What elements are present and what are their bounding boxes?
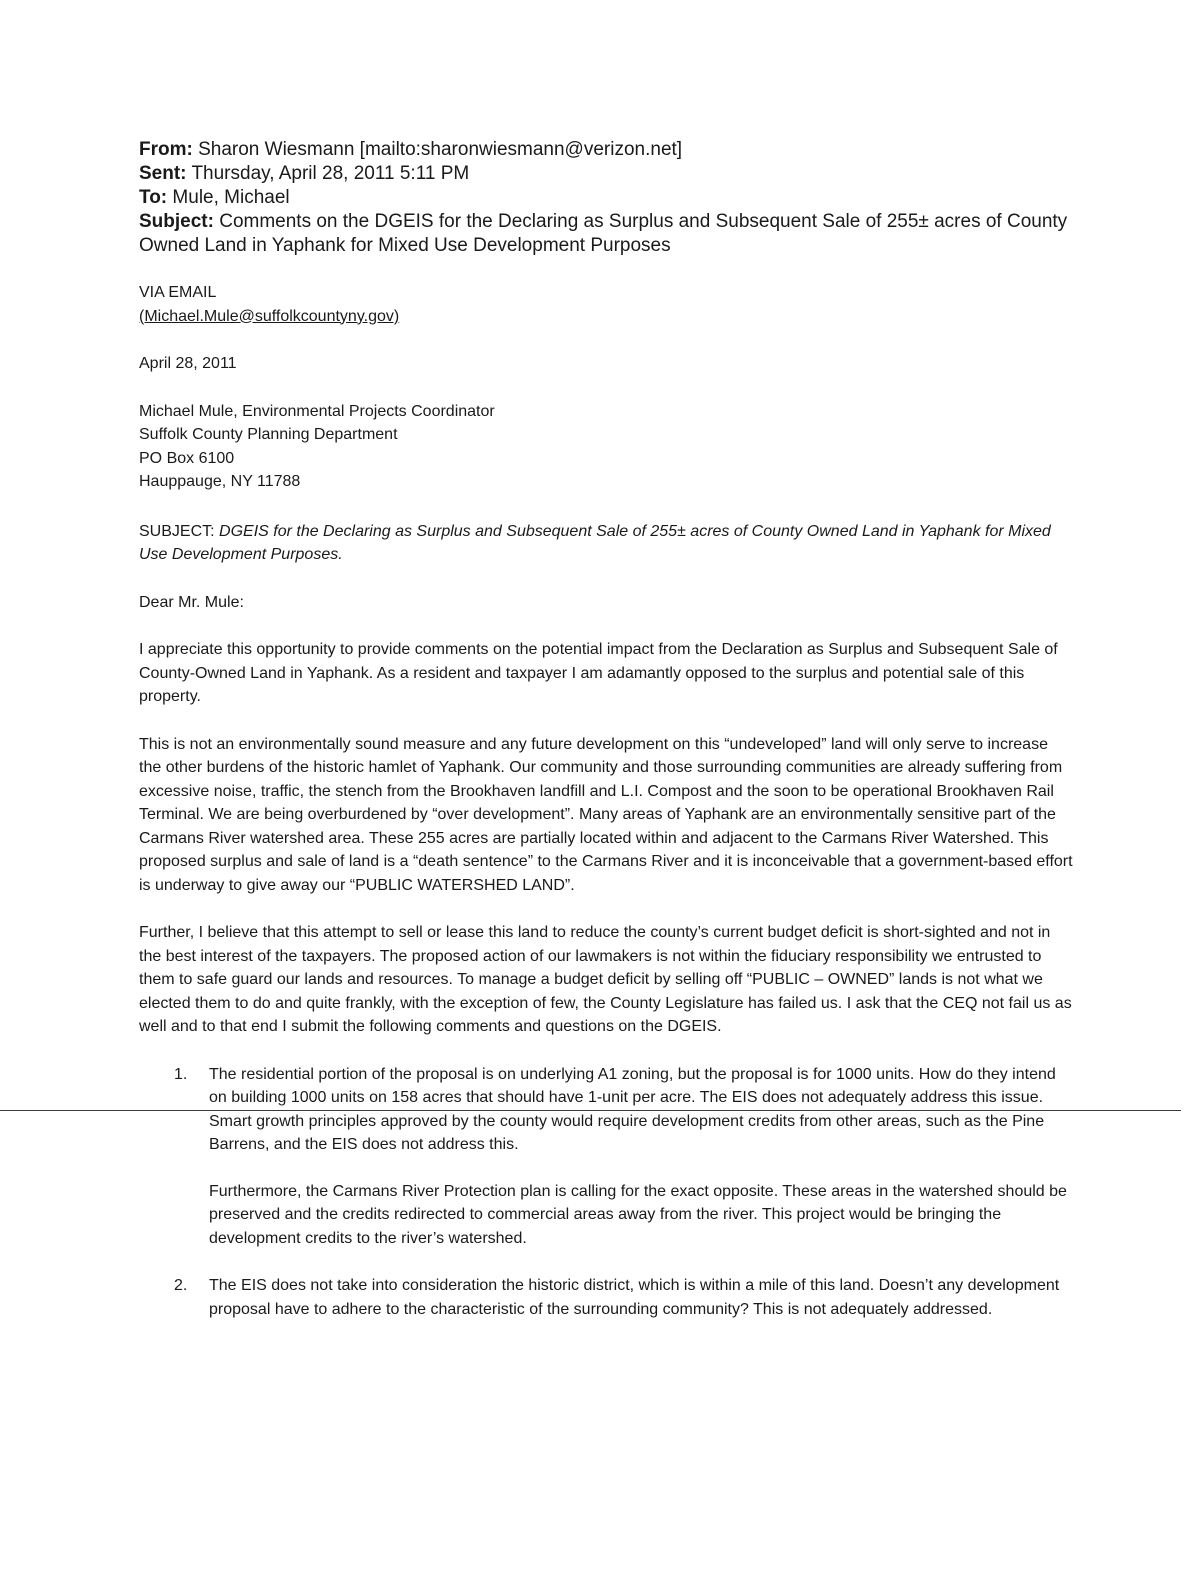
body-paragraph: This is not an environmentally sound measure and any future development on this “undeveloped” land will only serve to increase the other burdens of the historic hamlet of Yaphank. Our community and those surrounding communities are already suffering from excessive noise, traffic, the stench from the Brookhaven landfill and L.I. Compost and the soon to be operational Brookhaven Rail Terminal. We are being overburdened by “over development”. Many areas of Yaphank are an environmentally sensitive part of the Carmans River watershed area. These 255 acres are partially located within and adjacent to the Carmans River Watershed. This proposed surplus and sale of land is a “death sentence” to the Carmans River and it is inconceivable that a government-based effort is underway to give away our “PUBLIC WATERSHED LAND”. bbox=[139, 735, 1073, 894]
list-item-text: The EIS does not take into consideration the historic district, which is within a mile of this land. Doesn’t any development proposal have to adhere to the characteristic of the surrounding community? This is not adequately addressed. bbox=[209, 1277, 1060, 1318]
from-label: From: bbox=[139, 139, 193, 160]
page-divider-line bbox=[0, 1110, 1181, 1111]
letter-subject-label: SUBJECT: bbox=[139, 522, 220, 540]
email-sent-row bbox=[139, 162, 1069, 186]
salutation: Dear Mr. Mule: bbox=[139, 593, 244, 611]
list-item-text: The residential portion of the proposal is on underlying A1 zoning, but the proposal is for 1000 units. How do they intend on building 1000 units on 158 acres that should have 1-unit per acre. The EIS does not adequately address this issue. Smart growth principles approved by the county would require development credits from other areas, such as the Pine Barrens, and the EIS does not address this. bbox=[209, 1065, 1056, 1153]
letter-subject-text: DGEIS for the Declaring as Surplus and Subsequent Sale of 255± acres of County Owned Land in Yaphank for Mixed Use Development Purposes. bbox=[139, 522, 1051, 563]
list-item-number: 1. bbox=[174, 1065, 188, 1083]
subject-label: Subject: bbox=[139, 211, 214, 232]
email-from-row bbox=[139, 138, 1069, 162]
email-subject-row bbox=[139, 210, 1069, 258]
letter-body bbox=[139, 281, 1074, 1321]
letter-subject bbox=[139, 520, 1074, 567]
list-item bbox=[139, 1063, 1074, 1251]
list-item-subparagraph: Furthermore, the Carmans River Protection plan is calling for the exact opposite. These areas in the watershed should be preserved and the credits redirected to commercial areas away from the river. This project would be bringing the development credits to the river’s watershed. bbox=[209, 1182, 1067, 1247]
list-item bbox=[139, 1274, 1074, 1321]
address-line: Hauppauge, NY 11788 bbox=[139, 473, 301, 490]
email-header bbox=[139, 138, 1069, 258]
body-paragraph: I appreciate this opportunity to provide comments on the potential impact from the Declaration as Surplus and Subsequent Sale of County-Owned Land in Yaphank. As a resident and taxpayer I am adamantly opposed to the surplus and potential sale of this property. bbox=[139, 641, 1058, 705]
email-to-row bbox=[139, 186, 1069, 210]
to-value: Mule, Michael bbox=[172, 187, 290, 208]
address-line: Michael Mule, Environmental Projects Coordinator bbox=[139, 402, 495, 420]
comments-list bbox=[139, 1063, 1074, 1322]
list-item-number: 2. bbox=[174, 1277, 188, 1294]
recipient-address bbox=[139, 400, 1074, 494]
sent-value: Thursday, April 28, 2011 5:11 PM bbox=[191, 163, 470, 184]
letter-date: April 28, 2011 bbox=[139, 355, 237, 372]
sent-label: Sent: bbox=[139, 163, 187, 184]
body-paragraph: Further, I believe that this attempt to sell or lease this land to reduce the county’s current budget deficit is short-sighted and not in the best interest of the taxpayers. The proposed action of our lawmakers is not within the fiduciary responsibility we entrusted to them to safe guard our lands and resources. To manage a budget deficit by selling off “PUBLIC – OWNED” lands is not what we elected them to do and quite frankly, with the exception of few, the County Legislature has failed us. I ask that the CEQ not fail us as well and to that end I submit the following comments and questions on the DGEIS. bbox=[139, 924, 1072, 1035]
address-line: PO Box 6100 bbox=[139, 449, 235, 467]
to-label: To: bbox=[139, 187, 168, 208]
recipient-email-link[interactable]: (Michael.Mule@suffolkcountyny.gov) bbox=[139, 307, 400, 325]
address-line: Suffolk County Planning Department bbox=[139, 426, 398, 443]
from-value: Sharon Wiesmann [mailto:sharonwiesmann@verizon.net] bbox=[198, 139, 683, 160]
subject-value: Comments on the DGEIS for the Declaring as Surplus and Subsequent Sale of 255± acres of County Owned Land in Yaphank for Mixed Use Development Purposes bbox=[139, 211, 1068, 256]
via-line: VIA EMAIL bbox=[139, 284, 217, 301]
